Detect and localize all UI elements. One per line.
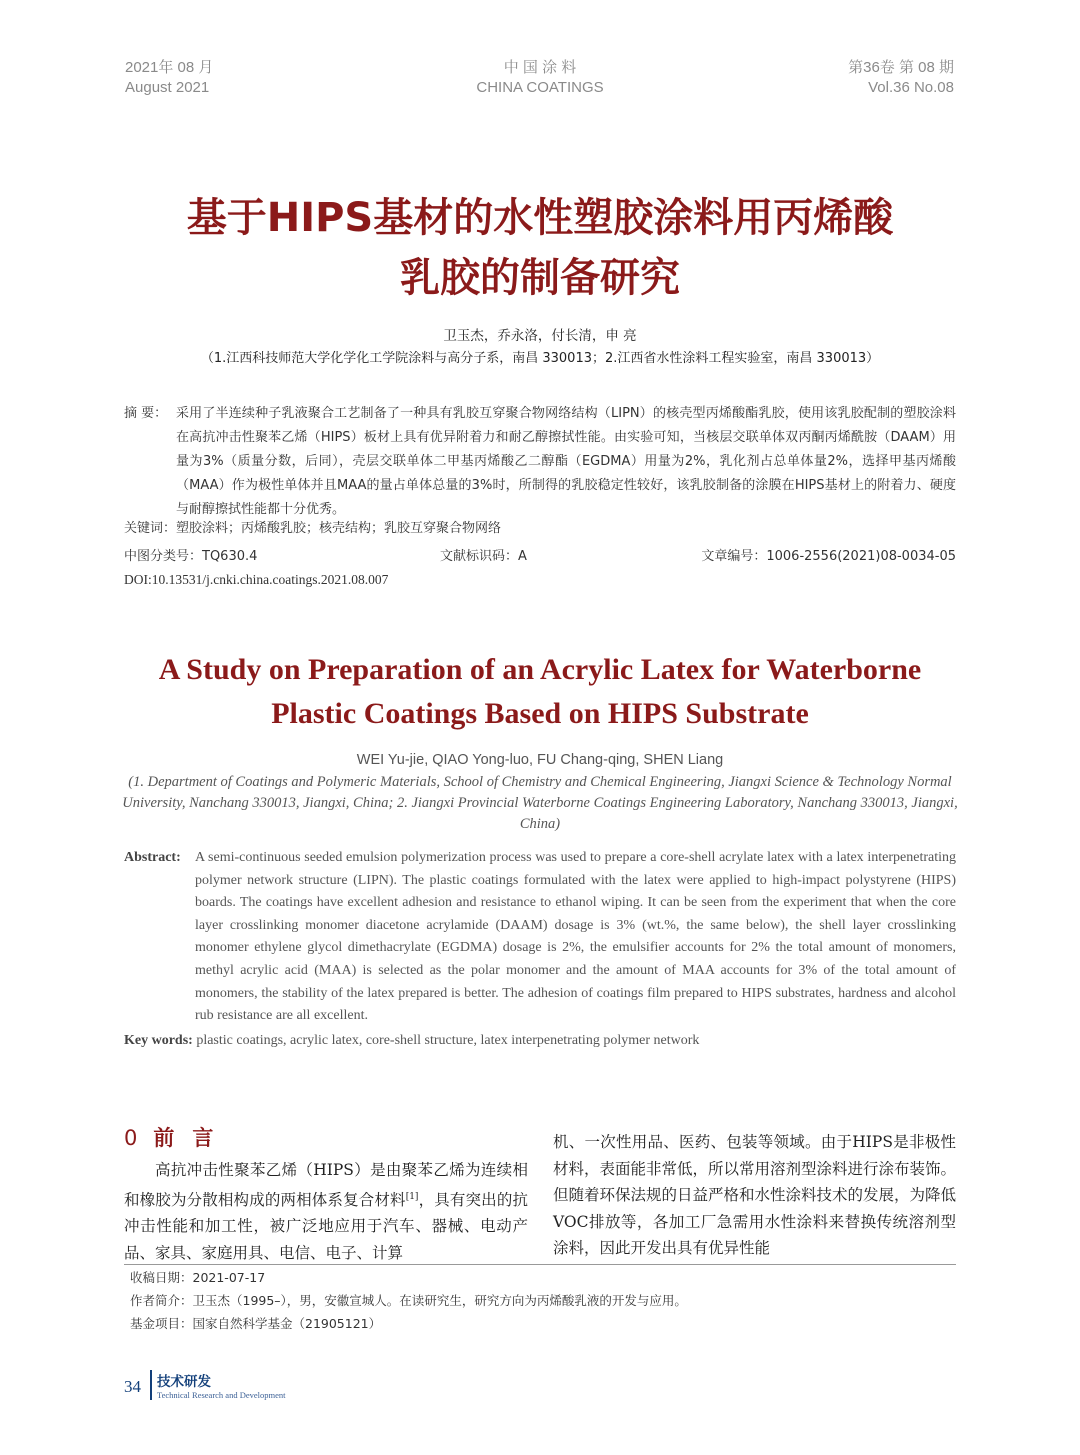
paper-title-en [60, 648, 1020, 736]
abstract-cn-label: 摘 要： [124, 406, 168, 421]
header-right [848, 58, 954, 98]
journal-name-cn: 中 国 涂 料 [503, 59, 577, 76]
volume-en: Vol.36 No.08 [868, 79, 954, 96]
body-left-part1: 高抗冲击性聚苯乙烯（HIPS）是由聚苯乙烯为连续相和橡胶为分散相构成的两相体系复合材料 [124, 1161, 528, 1209]
doi: DOI:10.13531/j.cnki.china.coatings.2021.08.007 [124, 572, 389, 587]
affiliation-cn: （1.江西科技师范大学化学化工学院涂料与高分子系，南昌 330013；2.江西省水性涂料工程实验室，南昌 330013） [200, 351, 880, 366]
body-paragraph-left [124, 1157, 528, 1266]
clc-number: 中图分类号：TQ630.4 [124, 549, 258, 564]
volume-cn: 第36卷 第 08 期 [848, 59, 954, 76]
authors-cn: 卫玉杰，乔永洛，付长清，申 亮 [443, 328, 637, 344]
paper-title-en-line1: A Study on Preparation of an Acrylic Latex for Waterborne [158, 653, 922, 686]
keywords-en-text: plastic coatings, acrylic latex, core-shell structure, latex interpenetrating polymer network [196, 1033, 700, 1048]
footer-divider [150, 1370, 152, 1400]
footnote-rule [124, 1264, 956, 1265]
footer-section-cn: 技术研发 [157, 1374, 211, 1390]
abstract-cn-text: 采用了半连续种子乳液聚合工艺制备了一种具有乳胶互穿聚合物网络结构（LIPN）的核壳型丙烯酸酯乳胶，使用该乳胶配制的塑胶涂料在高抗冲击性聚苯乙烯（HIPS）板材上具有优异附着力和耐乙醇擦拭性能。由实验可知，当核层交联单体双丙酮丙烯酰胺（DAAM）用量为3%（质量分数，后同），壳层交联单体二甲基丙烯酸乙二醇酯（EGDMA）用量为2%，乳化剂占总单体量2%，选择甲基丙烯酸（MAA）作为极性单体并且MAA的量占单体总量的3%时，所制得的乳胶稳定性较好，该乳胶制备的涂膜在HIPS基材上的附着力、硬度与耐醇擦拭性能都十分优秀。 [176, 406, 956, 517]
keywords-cn-text: 塑胶涂料；丙烯酸乳胶；核壳结构；乳胶互穿聚合物网络 [176, 521, 502, 536]
section-heading [124, 1122, 231, 1152]
paper-title-cn-line1: 基于HIPS基材的水性塑胶涂料用丙烯酸 [186, 195, 894, 241]
paper-title-en-line2: Plastic Coatings Based on HIPS Substrate [271, 697, 809, 730]
keywords-cn [124, 518, 956, 540]
footer-section-en: Technical Research and Development [157, 1390, 286, 1400]
body-column-right [553, 1129, 956, 1262]
keywords-cn-label: 关键词： [124, 521, 177, 536]
body-paragraph-right: 机、一次性用品、医药、包装等领域。由于HIPS是非极性材料，表面能非常低，所以常用溶剂型涂料进行涂布装饰。但随着环保法规的日益严格和水性涂料技术的发展，为降低VOC排放等，各加工厂急需用水性涂料来替换传统溶剂型涂料，因此开发出具有优异性能 [553, 1133, 957, 1257]
keywords-en-label: Key words: [124, 1033, 193, 1048]
issue-date-en: August 2021 [125, 79, 210, 96]
page-number: 34 [124, 1377, 141, 1396]
abstract-cn [124, 402, 956, 522]
authors-en: WEI Yu-jie, QIAO Yong-luo, FU Chang-qing, SHEN Liang [356, 752, 724, 768]
footnote-author-bio: 作者简介：卫玉杰（1995–），男，安徽宣城人。在读研究生，研究方向为丙烯酸乳液的开发与应用。 [130, 1293, 687, 1308]
section-number: 0 [124, 1126, 140, 1150]
section-title: 前言 [153, 1126, 232, 1150]
footnote-fund: 基金项目：国家自然科学基金（21905121） [130, 1316, 382, 1331]
abstract-en [124, 847, 956, 1028]
issue-date-cn: 2021年 08 月 [125, 59, 214, 76]
article-number: 文章编号：1006-2556(2021)08-0034-05 [701, 549, 956, 564]
body-column-left [124, 1157, 528, 1266]
abstract-en-label: Abstract: [124, 850, 181, 865]
paper-title-cn-line2: 乳胶的制备研究 [400, 255, 680, 301]
journal-name-en: CHINA COATINGS [476, 79, 604, 96]
citation-ref: [1] [405, 1191, 419, 1202]
affiliation-en: (1. Department of Coatings and Polymeric Materials, School of Chemistry and Chemical Engineering, Jiangxi Science & Technology Normal University, Nanchang 330013, Jiangxi, China; 2. Jiangxi Provincial Waterborne Coatings Engineering Laboratory, Nanchang 330013, Jiangxi, China) [122, 774, 958, 832]
keywords-en [124, 1030, 956, 1052]
abstract-en-text: A semi-continuous seeded emulsion polymerization process was used to prepare a core-shell acrylate latex with a latex interpenetrating polymer network structure (LIPN). The plastic coatings formulated with the latex were applied to high-impact polystyrene (HIPS) boards. The coatings have excellent adhesion and resistance to ethanol wiping. It can be seen from the experiment that when the core layer crosslinking monomer diacetone acrylamide (DAAM) dosage is 3% (wt.%, the same below), the shell layer crosslinking monomer ethylene glycol dimethacrylate (EGDMA) dosage is 2%, the emulsifier accounts for 2% the total amount of monomers, methyl acrylic acid (MAA) is selected as the polar monomer and the amount of MAA accounts for 3% of the total amount of monomers, the stability of the latex prepared is better. The adhesion of coatings film prepared to HIPS substrates, hardness and alcohol rub resistance are all excellent. [195, 850, 956, 1024]
paper-title-cn [60, 188, 1020, 308]
document-code: 文献标识码：A [440, 549, 527, 564]
footnote-received: 收稿日期：2021-07-17 [130, 1270, 266, 1285]
body-left-part2: ，具有突出的抗冲击性能和加工性，被广泛地应用于汽车、器械、电动产品、家具、家庭用具、电信、电子、计算 [124, 1190, 528, 1262]
